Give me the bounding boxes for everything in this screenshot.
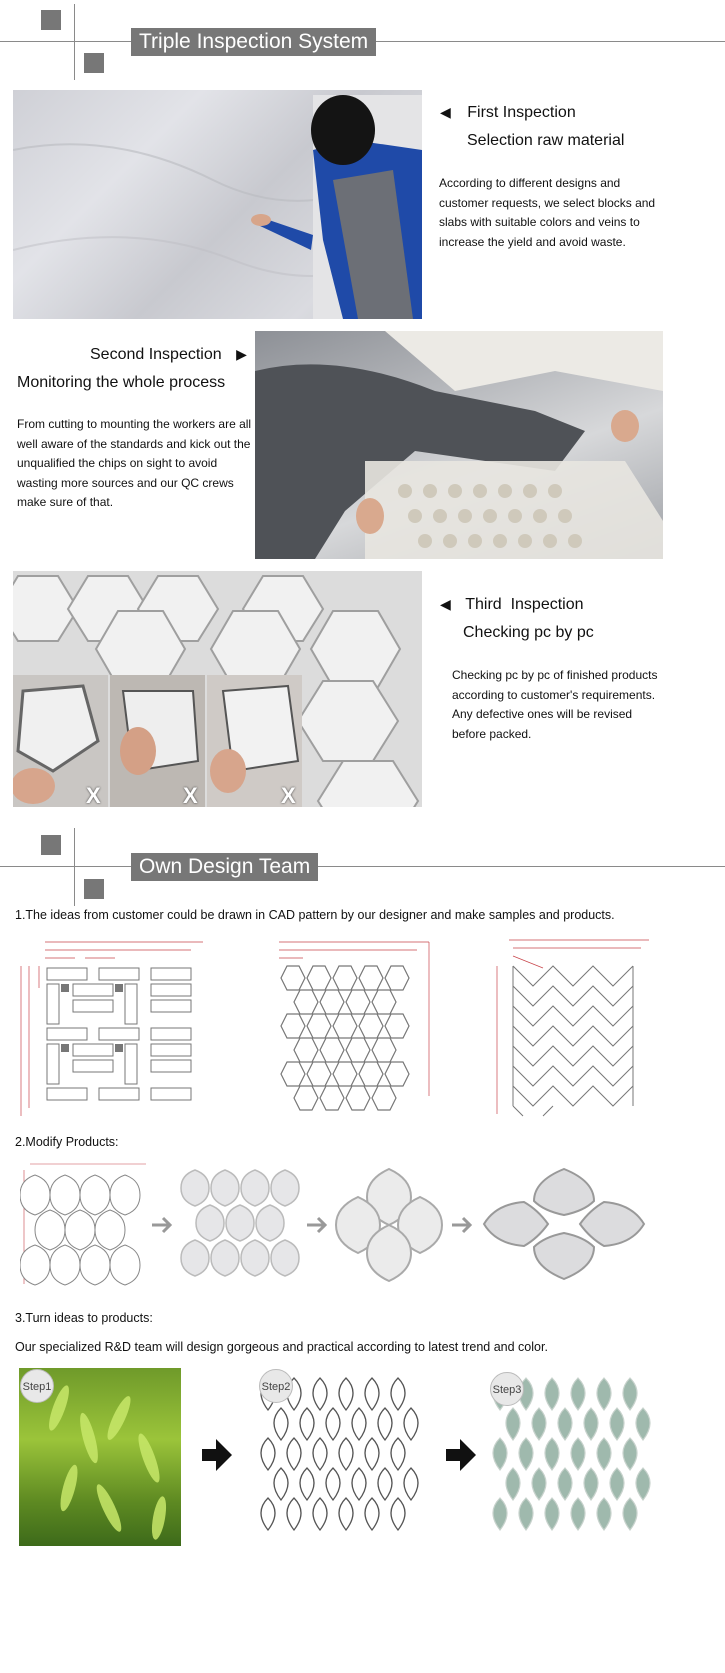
- section-title: Own Design Team: [131, 853, 318, 881]
- first-inspection-subtitle: Selection raw material: [467, 132, 625, 149]
- arrow-right-icon: [150, 1215, 174, 1240]
- arrow-right-icon: [305, 1215, 329, 1240]
- first-inspection-photo: [13, 90, 422, 319]
- design-point-3: 3.Turn ideas to products:: [15, 1311, 153, 1325]
- second-inspection-body: From cutting to mounting the workers are all well aware of the standards and kick out the unqualified the chips on sight to avoid wasting more sources and our QC crews make sure of that.: [17, 417, 252, 509]
- step-badge: Step1: [20, 1369, 54, 1403]
- header-rule-vertical: [74, 4, 75, 80]
- header-square-icon: [84, 879, 104, 899]
- reject-mark: X: [281, 783, 296, 808]
- cad-herringbone-drawing: [493, 936, 653, 1118]
- triangle-left-icon: ◀: [440, 104, 451, 120]
- header-square-icon: [41, 10, 61, 30]
- arabesque-sample-photo: [180, 1160, 302, 1288]
- arabesque-large-sample-photo: [330, 1165, 448, 1285]
- second-inspection-title: [90, 346, 247, 364]
- cad-basketweave-drawing: [15, 936, 215, 1121]
- third-inspection-title: [440, 596, 584, 614]
- third-inspection-subtitle: Checking pc by pc: [463, 624, 594, 641]
- arabesque-drawing: [20, 1160, 150, 1290]
- cad-hexagon-drawing: [273, 936, 433, 1116]
- header-square-icon: [41, 835, 61, 855]
- triangle-left-icon: ◀: [440, 596, 451, 612]
- arrow-right-icon: [450, 1215, 474, 1240]
- second-inspection-photo: [255, 331, 663, 559]
- design-point-1: 1.The ideas from customer could be drawn in CAD pattern by our designer and make samples and products.: [15, 908, 615, 922]
- first-inspection-heading: First Inspection: [467, 104, 576, 121]
- third-inspection-heading: Third Inspection: [465, 596, 584, 613]
- lantern-final-product-photo: [478, 1165, 650, 1283]
- header-square-icon: [84, 53, 104, 73]
- section-title: Triple Inspection System: [131, 28, 376, 56]
- reject-mark: X: [183, 783, 198, 808]
- triangle-right-icon: ▶: [236, 346, 247, 362]
- first-inspection-title: [440, 104, 576, 122]
- design-point-3-description: Our specialized R&D team will design gorgeous and practical according to latest trend and color.: [15, 1340, 548, 1354]
- arrow-right-bold-icon: [200, 1437, 234, 1478]
- third-inspection-photo: [13, 571, 422, 807]
- header-rule-vertical: [74, 828, 75, 906]
- step-badge: Step2: [259, 1369, 293, 1403]
- design-point-2: 2.Modify Products:: [15, 1135, 119, 1149]
- third-inspection-body: Checking pc by pc of finished products according to customer's requirements. Any defective ones will be revised before packed.: [452, 668, 658, 741]
- second-inspection-subtitle: Monitoring the whole process: [17, 374, 226, 391]
- arrow-right-bold-icon: [444, 1437, 478, 1478]
- second-inspection-heading: Second Inspection: [90, 346, 222, 363]
- first-inspection-body: According to different designs and customer requests, we select blocks and slabs with suitable colors and veins to increase the yield and avoid waste.: [439, 176, 656, 249]
- header-rule: [0, 866, 725, 867]
- step-badge: Step3: [490, 1372, 524, 1406]
- reject-mark: X: [86, 783, 101, 808]
